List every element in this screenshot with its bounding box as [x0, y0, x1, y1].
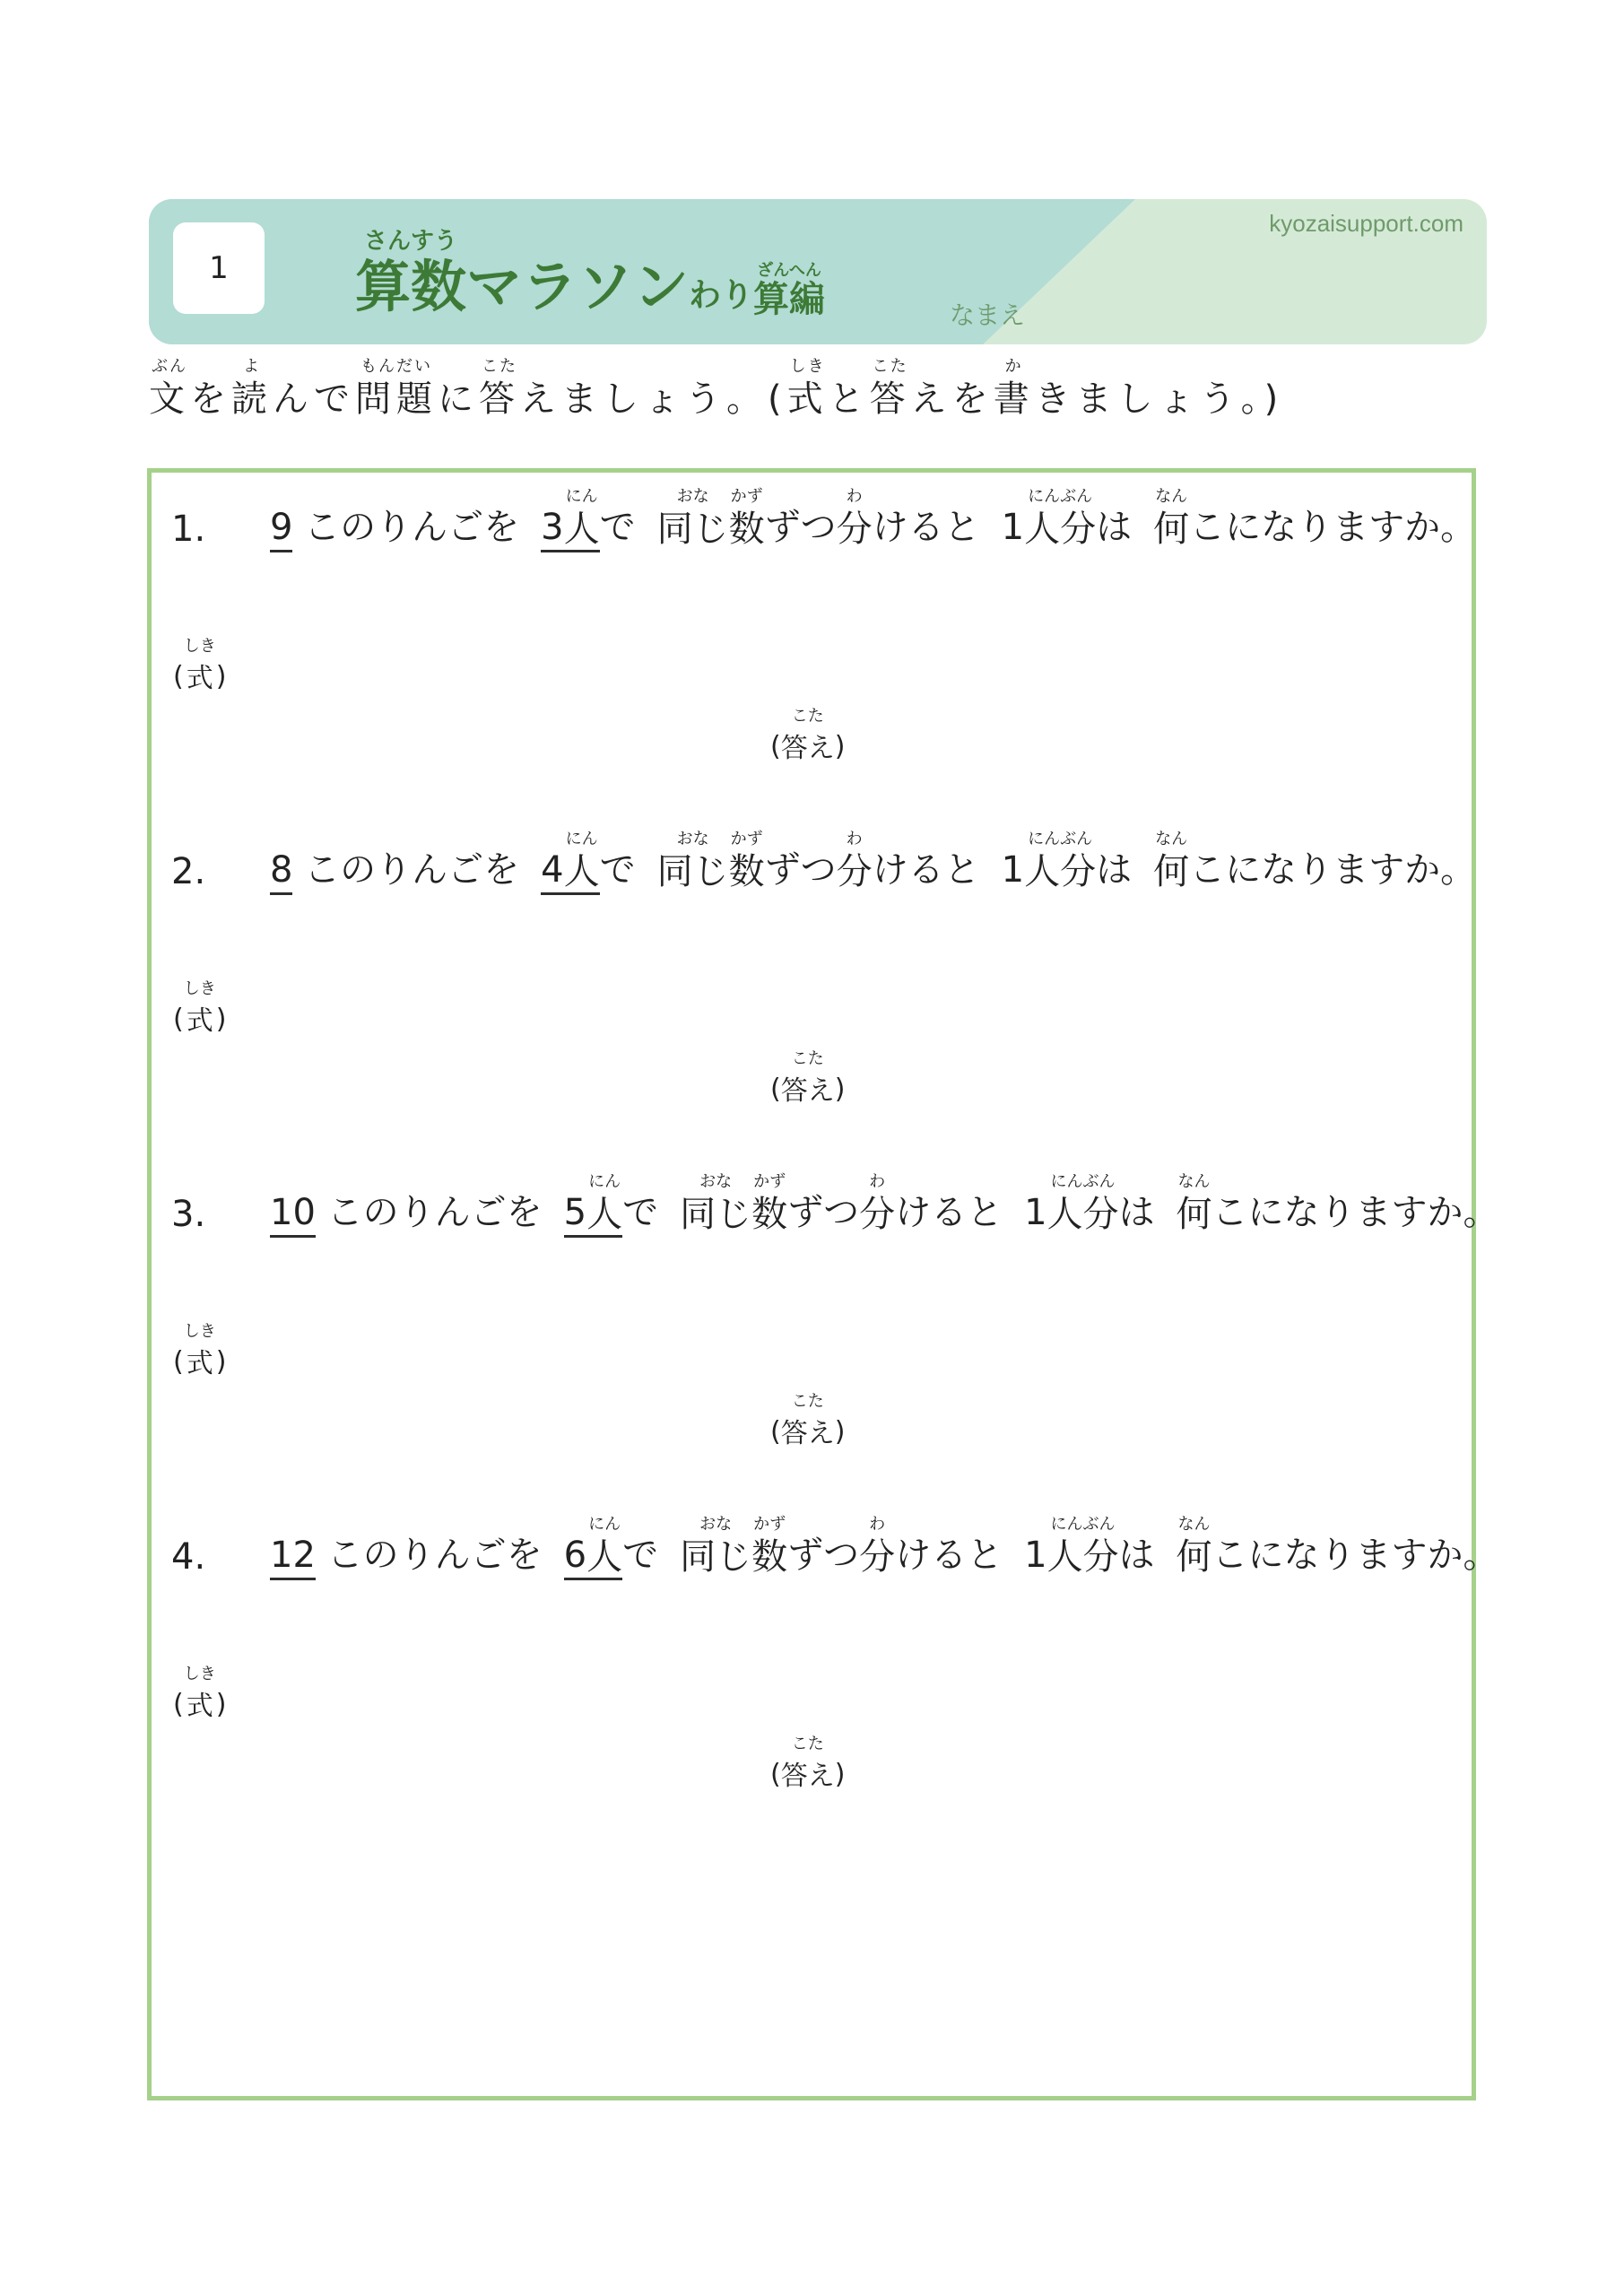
answer-open-paren: (: [770, 731, 781, 762]
people-count-group: [541, 830, 600, 895]
instruction-base: 書: [993, 378, 1035, 420]
instruction-base: 答: [479, 378, 520, 420]
instruction-base: んで: [273, 378, 355, 420]
shiki-ruby: [184, 638, 216, 695]
formula-label: [173, 638, 226, 695]
problem-number: 2.: [171, 851, 206, 892]
formula-close-paren: ): [215, 1346, 227, 1378]
wake-text: 分: [836, 509, 873, 550]
question-text: このりんごを: [304, 849, 520, 891]
kotae-ruby: [781, 1050, 835, 1108]
instruction-base: 答: [869, 378, 911, 420]
instruction-ruby: [207, 357, 214, 377]
instruction-part: [438, 357, 479, 422]
question-line: [171, 830, 1476, 894]
answer-close-paren: ): [834, 731, 846, 762]
shiki-ruby: [184, 1323, 216, 1380]
instruction-base: 読: [231, 378, 273, 420]
shiki-text: 式: [186, 1005, 213, 1037]
nin-text: 人: [563, 851, 600, 892]
formula-label: [173, 980, 226, 1038]
people-count-group: [541, 487, 600, 552]
instruction-ruby: か: [1004, 357, 1023, 376]
nan-ruby-text: なん: [1155, 487, 1188, 506]
answer-close-paren: ): [834, 1074, 846, 1105]
problem-2: [152, 830, 1477, 1172]
instruction-part: [190, 357, 231, 422]
apple-count: 9: [270, 507, 292, 552]
ninbun-text: 人分: [1024, 851, 1097, 892]
ninbun-ruby-text: にんぶん: [1028, 830, 1093, 848]
header-band: [149, 199, 1487, 344]
formula-label: [173, 1323, 226, 1380]
formula-open-paren: (: [173, 1346, 184, 1378]
wake-ruby-text: わ: [869, 1515, 886, 1534]
shiki-ruby: [184, 980, 216, 1038]
ninbun-ruby-text: にんぶん: [1028, 487, 1093, 506]
nin-text: 人: [563, 509, 600, 550]
kazu-ruby-text: かず: [730, 830, 763, 848]
keruto-text: けると: [872, 507, 980, 548]
formula-close-paren: ): [215, 1004, 227, 1035]
kotae-ruby-text: こた: [791, 1049, 824, 1068]
shiki-ruby-text: しき: [183, 637, 216, 656]
onaji-ruby: [680, 1515, 751, 1579]
shiki-text: 式: [186, 663, 213, 694]
instruction-part: [355, 357, 438, 422]
instruction-part: [870, 357, 911, 422]
instruction-base: きましょう。): [1034, 378, 1284, 420]
kazu-text: 数: [728, 851, 765, 892]
answer-open-paren: (: [770, 1416, 781, 1448]
kotae-text: 答え: [780, 1075, 835, 1107]
sheet-number: 1: [173, 222, 265, 314]
people-count: 3: [541, 507, 564, 548]
shiki-ruby-text: しき: [183, 1665, 216, 1683]
onaji-text: 同じ: [680, 1536, 752, 1578]
instruction-part: [1035, 357, 1284, 422]
problem-4: [152, 1515, 1499, 1857]
question-end-text: こになりますか。: [1211, 1192, 1499, 1233]
instruction-ruby: こた: [482, 357, 517, 376]
ha-text: は: [1118, 1535, 1155, 1576]
ninbun-text: 人分: [1046, 1194, 1119, 1235]
de-text: で: [622, 1535, 659, 1576]
apple-count: 10: [270, 1192, 316, 1238]
kazu-ruby-text: かず: [730, 487, 763, 506]
instruction-ruby: [846, 357, 853, 377]
instruction-part: [829, 357, 870, 422]
kotae-ruby: [781, 1393, 835, 1450]
people-count-group: [563, 1515, 623, 1580]
wake-ruby-text: わ: [869, 1172, 886, 1191]
ninbun-ruby-text: にんぶん: [1050, 1515, 1116, 1534]
title-kanji-ruby: [355, 228, 466, 319]
kotae-ruby-text: こた: [791, 1735, 824, 1753]
apple-count: 12: [270, 1535, 316, 1580]
ninbun-ruby: [1047, 1515, 1119, 1579]
instruction-ruby: [650, 357, 657, 377]
instruction-text: [149, 357, 1283, 422]
zutsu-text: ずつ: [787, 1192, 860, 1233]
wake-text: 分: [859, 1194, 896, 1235]
instruction-part: [787, 357, 829, 422]
title-small: わり: [689, 277, 754, 314]
shiki-ruby-text: しき: [183, 1322, 216, 1341]
kazu-text: 数: [751, 1194, 788, 1235]
answer-open-paren: (: [770, 1759, 781, 1790]
answer-close-paren: ): [834, 1416, 846, 1448]
ninbun-text: 人分: [1046, 1536, 1119, 1578]
onaji-ruby-text: おな: [699, 1172, 733, 1191]
kotae-ruby-text: こた: [791, 1392, 824, 1411]
onaji-ruby: [657, 830, 729, 894]
nan-ruby-text: なん: [1155, 830, 1188, 848]
nan-text: 何: [1153, 509, 1190, 550]
ninbun-ruby: [1024, 487, 1096, 552]
nan-text: 何: [1176, 1194, 1212, 1235]
name-label: なまえ: [950, 300, 1026, 330]
people-count-group: [563, 1172, 623, 1238]
shiki-ruby: [184, 1665, 216, 1723]
instruction-ruby: ぶん: [152, 357, 187, 376]
people-count: 6: [563, 1535, 587, 1576]
nan-text: 何: [1153, 851, 1190, 892]
problems-box: [147, 468, 1499, 2100]
people-count: 5: [563, 1192, 587, 1233]
nan-ruby: [1177, 1515, 1212, 1579]
kotae-text: 答え: [780, 1761, 835, 1792]
kazu-ruby: [751, 1515, 787, 1579]
kotae-text: 答え: [780, 1418, 835, 1449]
title-suffix: 算編: [753, 279, 826, 320]
nan-ruby: [1153, 487, 1189, 552]
question-line: [171, 487, 1476, 552]
instruction-ruby: よ: [243, 357, 261, 376]
nin-text: 人: [586, 1536, 623, 1578]
problem-number: 3.: [171, 1194, 206, 1235]
formula-close-paren: ): [215, 1689, 227, 1720]
wake-ruby: [837, 487, 873, 552]
instruction-base: を: [190, 378, 231, 420]
de-text: で: [599, 507, 636, 548]
shiki-text: 式: [186, 1348, 213, 1379]
formula-close-paren: ): [215, 661, 227, 692]
title-suffix-ruby-text: ざんへん: [757, 261, 821, 280]
instruction-base: 式: [786, 378, 829, 420]
one-text: 1: [1024, 1192, 1047, 1233]
title-kana: マラソン: [466, 254, 690, 319]
apple-count: 8: [270, 849, 292, 895]
kazu-ruby-text: かず: [753, 1172, 786, 1191]
onaji-text: 同じ: [656, 851, 729, 892]
problem-number: 1.: [171, 509, 206, 550]
kotae-text: 答え: [780, 733, 835, 764]
ninbun-ruby: [1047, 1172, 1119, 1237]
instruction-part: [994, 357, 1035, 422]
nin-ruby: [586, 1172, 622, 1237]
formula-open-paren: (: [173, 1689, 184, 1720]
nin-ruby-text: にん: [565, 487, 598, 506]
ha-text: は: [1118, 1192, 1155, 1233]
site-url: kyozaisupport.com: [1269, 210, 1463, 237]
instruction-base: えを: [910, 378, 994, 420]
zutsu-text: ずつ: [764, 849, 837, 891]
ha-text: は: [1096, 507, 1133, 548]
one-text: 1: [1024, 1535, 1047, 1576]
kazu-ruby: [751, 1172, 787, 1237]
zutsu-text: ずつ: [787, 1535, 860, 1576]
question-text: このりんごを: [326, 1535, 543, 1576]
nin-ruby: [564, 830, 600, 894]
answer-open-paren: (: [770, 1074, 781, 1105]
nin-text: 人: [586, 1194, 623, 1235]
nan-text: 何: [1176, 1536, 1212, 1578]
formula-label: [173, 1665, 226, 1723]
wake-text: 分: [859, 1536, 896, 1578]
people-count: 4: [541, 849, 564, 891]
ninbun-text: 人分: [1024, 509, 1097, 550]
ninbun-ruby: [1024, 830, 1096, 894]
ninbun-ruby-text: にんぶん: [1050, 1172, 1116, 1191]
instruction-ruby: [949, 357, 956, 377]
question-text: このりんごを: [326, 1192, 543, 1233]
nin-ruby-text: にん: [588, 1172, 621, 1191]
ha-text: は: [1096, 849, 1133, 891]
instruction-ruby: こた: [872, 357, 908, 376]
wake-ruby-text: わ: [846, 487, 863, 506]
title-suffix-ruby: [753, 262, 825, 319]
kotae-ruby-text: こた: [791, 707, 824, 726]
one-text: 1: [1001, 507, 1025, 548]
kazu-ruby-text: かず: [753, 1515, 786, 1534]
instruction-base: 問題: [355, 378, 438, 420]
instruction-base: と: [828, 378, 870, 420]
one-text: 1: [1001, 849, 1025, 891]
nin-ruby: [586, 1515, 622, 1579]
problem-1: [152, 487, 1477, 830]
instruction-base: 文: [149, 378, 190, 420]
keruto-text: けると: [895, 1192, 1003, 1233]
answer-label: [770, 708, 845, 765]
formula-open-paren: (: [173, 661, 184, 692]
kotae-ruby: [781, 708, 835, 765]
problem-3: [152, 1172, 1499, 1515]
de-text: で: [599, 849, 636, 891]
shiki-text: 式: [186, 1691, 213, 1722]
onaji-ruby-text: おな: [676, 830, 709, 848]
instruction-base: に: [438, 378, 479, 420]
keruto-text: けると: [895, 1535, 1003, 1576]
page-title: [355, 228, 825, 319]
nan-ruby: [1177, 1172, 1212, 1237]
keruto-text: けると: [872, 849, 980, 891]
question-end-text: こになりますか。: [1189, 849, 1477, 891]
kazu-text: 数: [751, 1536, 788, 1578]
instruction-part: [911, 357, 994, 422]
problem-number: 4.: [171, 1536, 206, 1578]
instruction-ruby: [1156, 357, 1163, 377]
nin-ruby-text: にん: [588, 1515, 621, 1534]
instruction-ruby: もんだい: [360, 357, 432, 376]
question-line: [171, 1172, 1499, 1237]
instruction-part: [520, 357, 787, 422]
instruction-ruby: [455, 357, 462, 377]
onaji-ruby-text: おな: [676, 487, 709, 506]
question-text: このりんごを: [304, 507, 520, 548]
wake-ruby: [859, 1515, 895, 1579]
shiki-ruby-text: しき: [183, 979, 216, 998]
instruction-part: [149, 357, 190, 422]
answer-label: [770, 1050, 845, 1108]
kotae-ruby: [781, 1735, 835, 1793]
title-ruby-text: さんすう: [364, 228, 458, 255]
onaji-ruby: [680, 1172, 751, 1237]
instruction-part: [231, 357, 273, 422]
answer-label: [770, 1735, 845, 1793]
wake-ruby-text: わ: [846, 830, 863, 848]
formula-open-paren: (: [173, 1004, 184, 1035]
answer-close-paren: ): [834, 1759, 846, 1790]
question-end-text: こになりますか。: [1189, 507, 1477, 548]
nan-ruby-text: なん: [1177, 1515, 1211, 1534]
kazu-ruby: [729, 830, 765, 894]
onaji-text: 同じ: [656, 509, 729, 550]
instruction-part: [273, 357, 355, 422]
wake-text: 分: [836, 851, 873, 892]
instruction-base: えましょう。(: [520, 378, 787, 420]
zutsu-text: ずつ: [764, 507, 837, 548]
onaji-text: 同じ: [680, 1194, 752, 1235]
nin-ruby-text: にん: [565, 830, 598, 848]
instruction-ruby: [310, 357, 317, 377]
wake-ruby: [837, 830, 873, 894]
instruction-ruby: しき: [789, 357, 826, 376]
kazu-ruby: [729, 487, 765, 552]
question-end-text: こになりますか。: [1211, 1535, 1499, 1576]
kazu-text: 数: [728, 509, 765, 550]
nin-ruby: [564, 487, 600, 552]
de-text: で: [622, 1192, 659, 1233]
instruction-part: [479, 357, 520, 422]
nan-ruby-text: なん: [1177, 1172, 1211, 1191]
nan-ruby: [1153, 830, 1189, 894]
title-kanji: 算数: [355, 254, 467, 319]
question-line: [171, 1515, 1499, 1579]
onaji-ruby: [657, 487, 729, 552]
answer-label: [770, 1393, 845, 1450]
onaji-ruby-text: おな: [699, 1515, 733, 1534]
wake-ruby: [859, 1172, 895, 1237]
